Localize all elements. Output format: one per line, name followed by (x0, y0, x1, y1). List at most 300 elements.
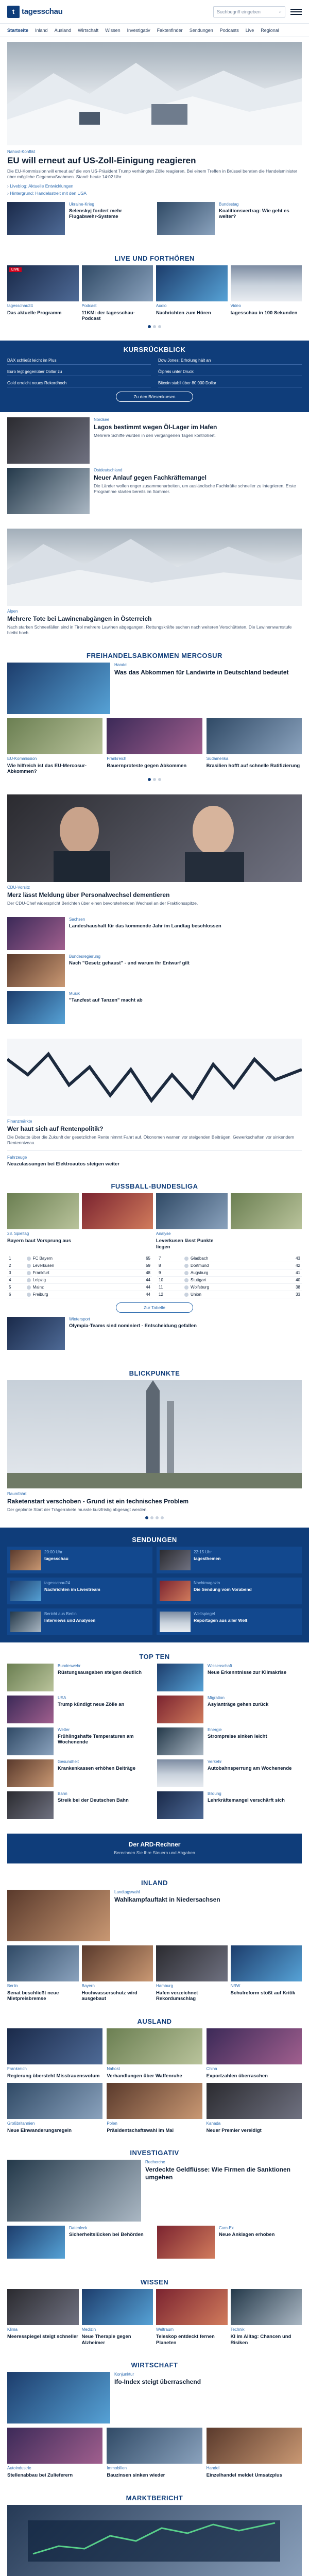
story-title[interactable]: Mehrere Tote bei Lawinenabgängen in Österreich (7, 615, 152, 622)
story-card[interactable] (7, 1193, 79, 1250)
story-card[interactable] (7, 991, 302, 1024)
story-card[interactable] (207, 2428, 302, 2478)
story-topline: Bundestag (219, 201, 239, 207)
story-topline: NRW (230, 1983, 241, 1988)
table-points: 48 (127, 1269, 152, 1277)
market-review-list (7, 357, 302, 387)
story-image (7, 718, 102, 754)
live-image (82, 265, 153, 301)
story-title[interactable]: Neue Anklagen erhoben (219, 2232, 275, 2238)
section-title: BLICKPUNKTE (129, 1369, 180, 1378)
story-topline: Weltraum (156, 2327, 174, 2332)
table-position: 4 (7, 1277, 25, 1284)
search-placeholder: Suchbegriff eingeben (217, 9, 261, 14)
topten-item[interactable] (7, 1759, 152, 1787)
story-image (7, 663, 110, 714)
nav-item[interactable]: Faktenfinder (157, 27, 183, 33)
story-topline: EU-Kommission (7, 756, 37, 761)
story-title[interactable]: Leverkusen lässt Punkte liegen (156, 1238, 214, 1250)
story-card[interactable] (7, 468, 302, 514)
story-text (69, 954, 302, 987)
table-row[interactable] (157, 1269, 302, 1277)
banner-title: Der ARD-Rechner (128, 1840, 181, 1848)
story-card[interactable] (7, 1317, 302, 1350)
story-title[interactable]: Wie hilfreich ist das EU-Mercosur-Abkommen? (7, 762, 87, 775)
story-card[interactable] (156, 1193, 228, 1250)
story-topline: Südamerika (206, 756, 229, 761)
table-row[interactable] (157, 1277, 302, 1284)
table-row[interactable] (7, 1269, 152, 1277)
table-club (25, 1284, 127, 1291)
table-club (183, 1284, 276, 1291)
live-title[interactable]: tagesschau in 100 Sekunden (230, 310, 298, 316)
club-name: Freiburg (32, 1292, 48, 1297)
show-card[interactable] (157, 1578, 302, 1604)
table-club (183, 1255, 276, 1262)
story-title[interactable]: Streik bei der Deutschen Bahn (58, 1797, 129, 1803)
story-image (157, 1727, 203, 1755)
story-image (107, 2428, 202, 2464)
show-title[interactable]: Nachrichten im Livestream (44, 1586, 100, 1592)
story-image (107, 2083, 202, 2119)
show-card[interactable] (7, 1608, 152, 1635)
table-row[interactable] (7, 1262, 152, 1269)
topten-item[interactable] (7, 1664, 152, 1691)
nav-item[interactable]: Regional (261, 27, 279, 33)
wirtschaft-grid (7, 2428, 302, 2478)
story-title[interactable]: Krankenkassen erhöhen Beiträge (58, 1765, 136, 1771)
lead-story[interactable] (0, 37, 309, 244)
table-club (183, 1291, 276, 1298)
table-row[interactable] (157, 1284, 302, 1291)
story-card[interactable] (207, 718, 302, 775)
topten-item[interactable] (7, 1727, 152, 1755)
live-grid (7, 265, 302, 322)
story-image (207, 2028, 302, 2064)
club-name: Stuttgart (191, 1278, 207, 1283)
lead-topline: Nahost-Konflikt (7, 149, 36, 154)
mercosur-grid (7, 718, 302, 775)
story-topline: Hamburg (156, 1983, 173, 1988)
live-card[interactable] (231, 265, 302, 322)
topten-item[interactable] (157, 1696, 302, 1723)
story-image (7, 1945, 79, 1981)
story-title[interactable]: Landeshaushalt für das kommende Jahr im Landtag beschlossen (69, 923, 221, 929)
story-card[interactable] (82, 1945, 153, 2002)
table-club (25, 1269, 127, 1277)
story-image (107, 718, 202, 754)
live-card[interactable] (156, 265, 228, 322)
story-card[interactable] (207, 2083, 302, 2133)
story-title[interactable]: Wer haut sich auf Rentenpolitik? (7, 1125, 104, 1132)
live-title[interactable]: 11KM: der tagesschau-Podcast (81, 310, 135, 322)
blickpunkte-section (0, 1359, 309, 1528)
story-image (82, 2289, 153, 2325)
story-title[interactable]: Neuzulassungen bei Elektroautos steigen weiter (7, 1161, 120, 1167)
market-review-item[interactable]: Dow Jones: Erholung hält an (158, 357, 302, 365)
story-card[interactable] (7, 417, 302, 464)
show-text (44, 1612, 95, 1632)
story-topline: Raumfahrt (7, 1492, 27, 1497)
topten-item[interactable] (157, 1791, 302, 1819)
story-card[interactable] (157, 2226, 302, 2259)
show-card[interactable] (157, 1547, 302, 1573)
topten-item[interactable] (7, 1696, 152, 1723)
story-card[interactable] (156, 1945, 228, 2002)
story-image (7, 954, 65, 987)
section-title: WISSEN (140, 2278, 169, 2286)
live-card[interactable] (7, 265, 79, 322)
club-crest-icon (184, 1264, 188, 1268)
club-name: Augsburg (191, 1270, 209, 1276)
show-card[interactable] (157, 1608, 302, 1635)
story-title[interactable]: Nach "Gesetz gehaust" - und warum ihr Entwurf gilt (69, 960, 190, 966)
story-image (231, 1193, 302, 1229)
market-review-item[interactable]: DAX schließt leicht im Plus (7, 357, 151, 365)
story-card[interactable] (7, 2083, 102, 2133)
avalanche-story[interactable] (0, 523, 309, 641)
topten-right (157, 1664, 302, 1823)
show-title[interactable]: Die Sendung vom Vorabend (194, 1586, 252, 1592)
story-card[interactable] (231, 2289, 302, 2346)
show-card[interactable] (7, 1547, 152, 1573)
story-title[interactable]: Brasilien hofft auf schnelle Ratifizierung (206, 762, 300, 769)
story-topline: Autoindustrie (7, 2466, 31, 2471)
lead-links (7, 183, 302, 196)
nav-item[interactable]: Startseite (7, 27, 29, 33)
story-title[interactable]: Teleskop entdeckt fernen Planeten (156, 2334, 215, 2346)
story-title[interactable]: Neuer Premier vereidigt (206, 2127, 262, 2133)
banner-text: Berechnen Sie Ihre Steuern und Abgaben (114, 1850, 195, 1856)
story-title[interactable]: Regierung übersteht Misstrauensvotum (7, 2073, 100, 2079)
table-row[interactable] (7, 1284, 152, 1291)
story-title[interactable]: Asylanträge gehen zurück (208, 1701, 269, 1707)
story-card[interactable] (7, 1945, 79, 2002)
story-card[interactable] (107, 2083, 202, 2133)
story-card[interactable] (7, 917, 302, 950)
lead-link[interactable]: › Liveblog: Aktuelle Entwicklungen (7, 183, 302, 190)
ard-banner[interactable] (0, 1828, 309, 1869)
section-title: LIVE UND FORTHÖREN (114, 254, 195, 262)
nav-item[interactable]: Sendungen (189, 27, 213, 33)
nav-item[interactable]: Wirtschaft (78, 27, 99, 33)
table-position: 9 (157, 1269, 183, 1277)
table-club (25, 1262, 127, 1269)
section-title: KURSRÜCKBLICK (123, 345, 186, 353)
bundesliga-cards (7, 1193, 302, 1250)
section-title: AUSLAND (137, 2017, 172, 2025)
topten-item[interactable] (7, 1791, 152, 1819)
topten-item[interactable] (157, 1727, 302, 1755)
story-title[interactable]: Bauzinsen sinken wieder (107, 2472, 165, 2479)
story-image (157, 1664, 203, 1691)
story-card[interactable] (156, 2289, 228, 2346)
story-card[interactable] (7, 663, 302, 714)
story-title[interactable]: Merz lässt Meldung über Personalwechsel dementieren (7, 891, 170, 899)
table-points: 44 (127, 1284, 152, 1291)
table-row[interactable] (7, 1277, 152, 1284)
show-title[interactable]: tagesschau (44, 1555, 68, 1561)
story-image (7, 2428, 102, 2464)
story-image (7, 2289, 79, 2325)
table-club (183, 1262, 276, 1269)
story-teaser: Nach starken Schneefällen sind in Tirol mehrere Lawinen abgegangen. Rettungskräfte suchen nach weiteren Verschütteten. Die Lawinenwarnstufe bleibt hoch. (7, 624, 292, 636)
show-text (194, 1550, 220, 1570)
topten-item[interactable] (157, 1759, 302, 1787)
story-image[interactable] (7, 1380, 302, 1488)
story-title[interactable]: Bayern baut Vorsprung aus (7, 1238, 71, 1244)
story-topline: Musik (69, 991, 80, 996)
story-title[interactable]: Exportzahlen überraschen (206, 2073, 268, 2079)
story-image[interactable] (7, 2505, 302, 2576)
carousel-pager[interactable] (7, 325, 302, 328)
story-title[interactable]: Einzelhandel meldet Umsatzplus (206, 2472, 282, 2479)
story-title[interactable]: Sicherheitslücken bei Behörden (69, 2232, 144, 2238)
story-topline: Gesundheit (58, 1759, 79, 1764)
story-title[interactable]: Präsidentschaftswahl im Mai (107, 2127, 174, 2133)
story-card[interactable] (7, 2428, 102, 2478)
search-icon[interactable]: ⌕ (279, 9, 282, 14)
nav-item[interactable]: Inland (35, 27, 48, 33)
table-position: 2 (7, 1262, 25, 1269)
story-text (208, 1759, 302, 1787)
story-card[interactable] (231, 1945, 302, 2002)
club-name: Union (191, 1292, 201, 1297)
story-topline: Wetter (58, 1727, 70, 1732)
story-topline: Medizin (81, 2327, 96, 2332)
story-title[interactable]: Hafen verzeichnet Rekordumschlag (156, 1990, 198, 2002)
lead-teaser: Die EU-Kommission will erneut auf die von US-Präsident Trump verhängten Zölle reagieren. Bei einem Treffen in Brüssel beraten die Handelsminister über mögliche Gegenmaßnahmen. Stand: heute 14:02 Uhr (7, 168, 298, 180)
wirtschaft-section (0, 2351, 309, 2483)
show-title[interactable]: tagesthemen (194, 1555, 221, 1561)
stock-prices-button[interactable]: Zu den Börsenkursen (116, 392, 193, 402)
table-row[interactable] (157, 1291, 302, 1298)
live-topline: Video (230, 303, 241, 308)
story-image (107, 2028, 202, 2064)
table-points: 44 (127, 1277, 152, 1284)
section-title: SENDUNGEN (132, 1535, 177, 1544)
story-card[interactable] (107, 2028, 202, 2079)
story-title[interactable]: Meeresspiegel steigt schneller (7, 2334, 78, 2340)
search-input[interactable] (213, 6, 285, 18)
story-topline: Wissenschaft (208, 1663, 232, 1668)
sendungen-grid (7, 1547, 302, 1635)
table-club (183, 1277, 276, 1284)
story-topline: Frankreich (107, 756, 127, 761)
story-title[interactable]: Raketenstart verschoben - Grund ist ein technisches Problem (7, 1498, 189, 1505)
table-row[interactable] (7, 1291, 152, 1298)
story-topline: Technik (230, 2327, 245, 2332)
story-title[interactable]: Hochwasserschutz wird ausgebaut (81, 1990, 138, 2002)
topten-section (0, 1642, 309, 1828)
story-title[interactable]: Senat beschließt neue Mietpreisbremse (7, 1990, 59, 2002)
section-title: MARKTBERICHT (126, 2494, 183, 2502)
live-card[interactable] (82, 265, 153, 322)
story-image (7, 529, 302, 606)
live-title[interactable]: Das aktuelle Programm (7, 310, 62, 316)
marktbericht-section (0, 2484, 309, 2576)
story-title[interactable]: KI im Alltag: Chancen und Risiken (230, 2334, 291, 2346)
market-review-item[interactable]: Ölpreis unter Druck (158, 368, 302, 376)
live-topline: tagesschau24 (7, 303, 33, 308)
market-review-item[interactable]: Gold erreicht neues Rekordhoch (7, 379, 151, 387)
story-image (7, 202, 65, 235)
story-text (58, 1759, 152, 1787)
story-image (207, 2083, 302, 2119)
carousel-pager[interactable] (7, 1516, 302, 1519)
nav-item[interactable]: Ausland (54, 27, 72, 33)
story-card[interactable] (82, 1193, 153, 1250)
nav-item[interactable]: Investigativ (127, 27, 150, 33)
table-row[interactable] (7, 1255, 152, 1262)
story-topline: Polen (107, 2121, 117, 2126)
nav-item[interactable]: Live (245, 27, 254, 33)
story-image (7, 1664, 54, 1691)
club-crest-icon (27, 1271, 31, 1275)
lead-row-item[interactable] (157, 202, 302, 235)
nav-item[interactable]: Wissen (105, 27, 121, 33)
live-topline: Audio (156, 303, 167, 308)
story-title[interactable]: Was das Abkommen für Landwirte in Deutschland bedeutet (114, 668, 289, 676)
story-title[interactable]: Verdeckte Geldflüsse: Wie Firmen die Sanktionen umgehen (145, 2166, 290, 2181)
story-text (208, 1727, 302, 1755)
lead-title[interactable]: EU will erneut auf US-Zoll-Einigung reagieren (7, 156, 196, 165)
story-title[interactable]: Neuer Anlauf gegen Fachkräftemangel (94, 473, 207, 481)
story-image (7, 2083, 102, 2119)
story-image (157, 1759, 203, 1787)
story-title[interactable]: Autobahnsperrung am Wochenende (208, 1765, 292, 1771)
merz-story[interactable] (0, 789, 309, 912)
site-header (0, 0, 309, 24)
story-image (207, 718, 302, 754)
story-image (157, 1791, 203, 1819)
story-text (69, 2226, 152, 2259)
story-card[interactable] (7, 2372, 302, 2424)
nav-item[interactable]: Podcasts (219, 27, 239, 33)
league-table (7, 1255, 302, 1298)
show-card[interactable] (7, 1578, 152, 1604)
story-image (7, 1727, 54, 1755)
show-title[interactable]: Interviews und Analysen (44, 1617, 96, 1623)
site-logo[interactable] (7, 6, 63, 18)
finance-story[interactable] (0, 1033, 309, 1173)
lead-row-item[interactable] (7, 202, 152, 235)
table-row[interactable] (157, 1262, 302, 1269)
story-card[interactable] (82, 2289, 153, 2346)
story-title[interactable]: Trump kündigt neue Zölle an (58, 1701, 125, 1707)
story-card[interactable] (207, 2028, 302, 2079)
topten-columns (7, 1664, 302, 1823)
story-card[interactable] (7, 2028, 102, 2079)
live-title[interactable]: Nachrichten zum Hören (156, 310, 211, 316)
story-image (7, 468, 90, 514)
club-name: FC Bayern (32, 1256, 53, 1261)
story-topline: Nahost (107, 2066, 120, 2071)
market-review-item[interactable]: Euro legt gegenüber Dollar zu (7, 368, 151, 376)
story-card[interactable] (107, 718, 202, 775)
show-image (160, 1612, 191, 1632)
story-card[interactable] (7, 2160, 302, 2222)
story-card[interactable] (107, 2428, 202, 2478)
wissen-grid (7, 2289, 302, 2346)
story-title[interactable]: Strompreise sinken leicht (208, 1733, 267, 1739)
club-crest-icon (184, 1278, 188, 1282)
show-time: Nachtmagazin (194, 1580, 220, 1585)
lead-image[interactable] (7, 42, 302, 145)
story-card[interactable] (7, 954, 302, 987)
story-topline: Fahrzeuge (7, 1155, 27, 1160)
story-title[interactable]: "Tanzfest auf Tanzen" macht ab (69, 997, 143, 1003)
story-topline: Wintersport (69, 1317, 90, 1322)
menu-icon[interactable] (290, 6, 302, 18)
story-card[interactable] (7, 1890, 302, 1941)
logo-wordmark: tagesschau (22, 7, 63, 16)
show-title[interactable]: Reportagen aus aller Welt (194, 1617, 248, 1623)
topten-item[interactable] (157, 1664, 302, 1691)
story-image (157, 202, 215, 235)
carousel-pager[interactable] (7, 778, 302, 781)
show-time: 22:15 Uhr (194, 1549, 212, 1554)
story-text (69, 917, 302, 950)
story-card[interactable] (7, 2226, 152, 2259)
table-button[interactable]: Zur Tabelle (116, 1302, 193, 1313)
story-title[interactable]: Lagos bestimmt wegen Öl-Lager im Hafen (94, 423, 217, 431)
story-card[interactable] (7, 718, 102, 775)
story-title[interactable]: Rüstungsausgaben steigen deutlich (58, 1669, 142, 1675)
story-topline: Finanzmärkte (7, 1118, 32, 1124)
story-title[interactable]: Schulreform stößt auf Kritik (230, 1990, 296, 1996)
story-title[interactable]: Frühlingshafte Temperaturen am Wochenende (58, 1733, 134, 1745)
table-club (25, 1277, 127, 1284)
story-title[interactable]: Olympia-Teams sind nominiert - Entscheidung gefallen (69, 1323, 197, 1329)
story-title[interactable]: Selenskyj fordert mehr Flugabwehr-Systeme (69, 208, 122, 220)
story-topline: Alpen (7, 608, 18, 614)
story-title[interactable]: Lehrkräftemangel verschärft sich (208, 1797, 285, 1803)
club-name: Wolfsburg (191, 1285, 209, 1290)
section-title: FREIHANDELSABKOMMEN MERCOSUR (87, 651, 222, 659)
table-club (183, 1269, 276, 1277)
show-time: tagesschau24 (44, 1580, 70, 1585)
story-title[interactable]: Neue Erkenntnisse zur Klimakrise (208, 1669, 287, 1675)
story-title[interactable]: Neue Therapie gegen Alzheimer (81, 2334, 131, 2346)
story-title[interactable]: Verhandlungen über Waffenruhe (107, 2073, 182, 2079)
story-topline: Konjunktur (114, 2372, 134, 2377)
story-topline: Handel (206, 2466, 220, 2471)
table-position: 11 (157, 1284, 183, 1291)
story-card[interactable] (7, 2289, 79, 2346)
show-time: Bericht aus Berlin (44, 1611, 77, 1616)
story-topline: Nordsee (94, 417, 110, 422)
table-position: 8 (157, 1262, 183, 1269)
story-topline: Kanada (206, 2121, 221, 2126)
story-image (7, 2372, 110, 2424)
story-title[interactable]: Wahlkampfauftakt in Niedersachsen (114, 1895, 220, 1903)
story-image (157, 2226, 215, 2259)
story-title[interactable]: Bauernproteste gegen Abkommen (107, 762, 187, 769)
story-title[interactable]: Neue Einwanderungsregeln (7, 2127, 72, 2133)
lead-link[interactable]: › Hintergrund: Handelsstreit mit den USA (7, 190, 302, 197)
story-title[interactable]: Koalitionsvertrag: Wie geht es weiter? (219, 208, 289, 220)
story-title[interactable]: Ifo-Index steigt überraschend (114, 2378, 201, 2386)
story-title[interactable]: Stellenabbau bei Zulieferern (7, 2472, 73, 2479)
story-topline: Bildung (208, 1791, 221, 1796)
table-row[interactable] (157, 1255, 302, 1262)
story-card[interactable] (231, 1193, 302, 1250)
story-image (231, 2289, 302, 2325)
market-review-item[interactable]: Bitcoin stabil über 80.000 Dollar (158, 379, 302, 387)
section-title: INVESTIGATIV (130, 2149, 179, 2157)
table-points: 33 (276, 1291, 302, 1298)
